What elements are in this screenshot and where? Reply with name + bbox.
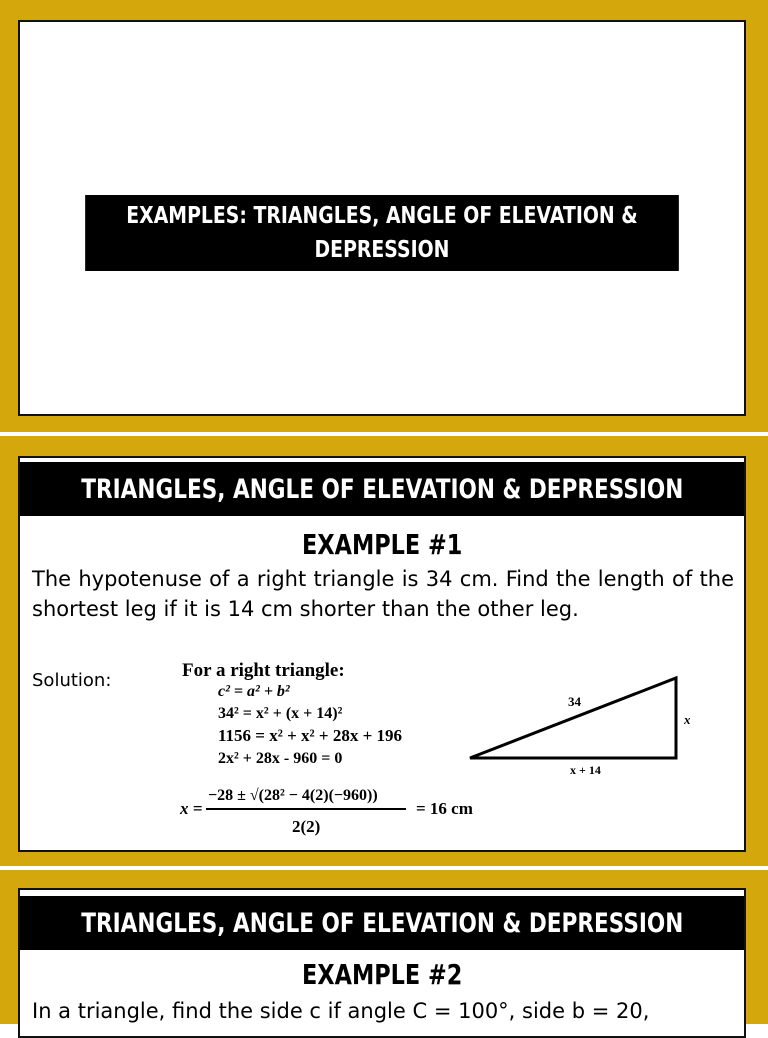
slide-title [18, 20, 746, 416]
solution-line-3: 1156 = x² + x² + 28x + 196 [218, 726, 403, 745]
slide-header [20, 896, 744, 950]
solution-line-1: c² = a² + b² [218, 683, 290, 700]
triangle-base-label: x + 14 [570, 763, 601, 777]
solution-heading: For a right triangle: [182, 660, 345, 681]
slide-title-text: EXAMPLES: TRIANGLES, ANGLE OF ELEVATION & DEPRESSION [126, 203, 638, 263]
triangle-hypotenuse-label: 34 [568, 694, 581, 709]
solution-numerator: −28 ± √(28² − 4(2)(−960)) [208, 787, 378, 804]
problem-text: In a triangle, find the side c if angle C = 100°, side b = 20, [32, 999, 650, 1023]
example-title-text: EXAMPLE #1 [301, 528, 463, 561]
solution-result: = 16 cm [416, 799, 473, 818]
slide-header-text: TRIANGLES, ANGLE OF ELEVATION & DEPRESSION [80, 907, 684, 939]
title-band [85, 195, 679, 271]
solution-label: Solution: [32, 670, 112, 691]
solution-x-eq: x = [180, 799, 203, 818]
solution-line-2: 34² = x² + (x + 14)² [218, 705, 343, 722]
triangle-side-label: x [684, 712, 690, 727]
right-triangle-shape [470, 678, 676, 758]
slide-header-text: TRIANGLES, ANGLE OF ELEVATION & DEPRESSION [80, 473, 684, 505]
slide-example-1 [18, 456, 746, 852]
slide-example-2 [18, 888, 746, 1038]
solution-denominator: 2(2) [292, 817, 321, 836]
solution-figure [170, 654, 690, 848]
example-title-text: EXAMPLE #2 [301, 958, 463, 991]
example-title [20, 958, 744, 991]
solution-line-4: 2x² + 28x - 960 = 0 [218, 750, 343, 767]
problem-text: The hypotenuse of a right triangle is 34 cm. Find the length of the shortest leg if it is 14 cm shorter than the other leg. [32, 567, 734, 621]
example-title [20, 528, 744, 561]
slide-header [20, 462, 744, 516]
